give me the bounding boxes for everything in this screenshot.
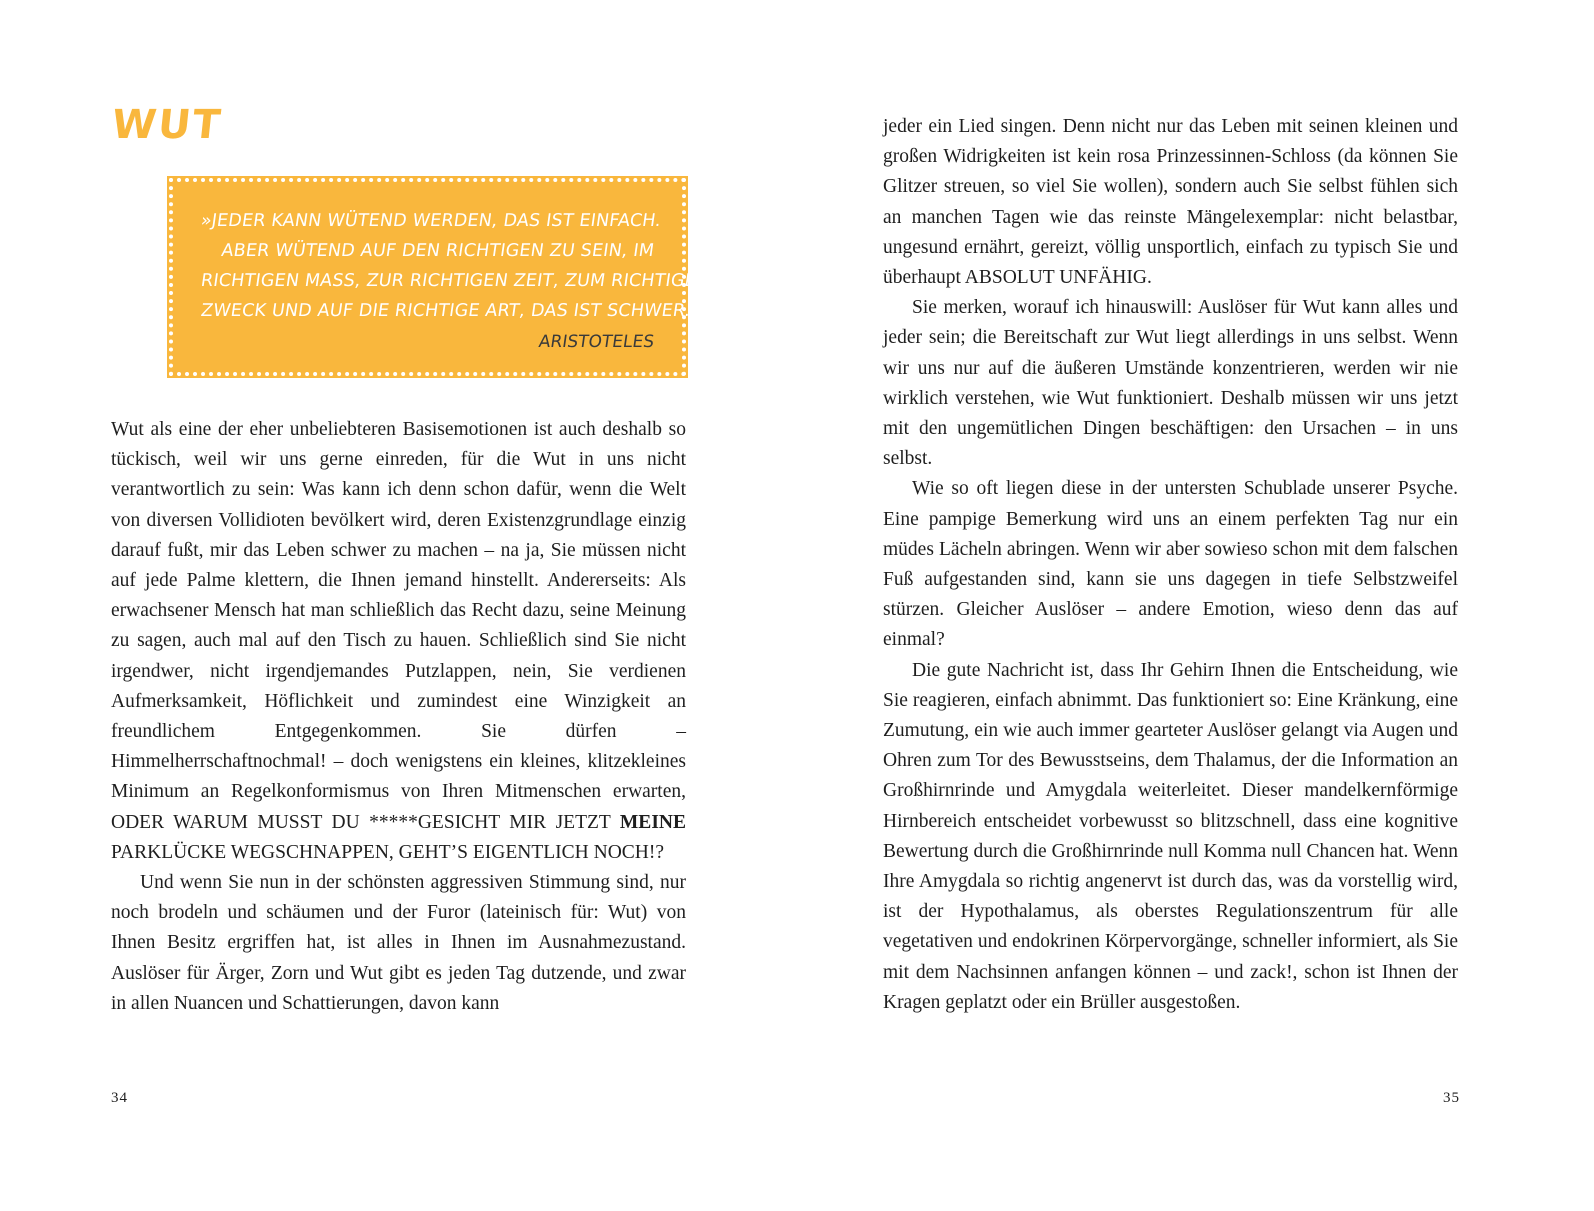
quote-box	[169, 178, 711, 376]
right-body-text	[883, 112, 1458, 1018]
quote-line: RICHTIGEN MASS, ZUR RICHTIGEN ZEIT, ZUM RICHTIGEN	[199, 271, 711, 291]
paragraph: Wie so oft liegen diese in der untersten Schublade unserer Psyche. Eine pampige Bemerkung wird uns an einem perfekten Tag nur ein müdes Lächeln abringen. Wenn wir aber sowieso schon mit dem falschen Fuß aufgestanden sind, kann sie uns dagegen in tiefe Selbstzweifel stürzen. Gleicher Auslöser – andere Emotion, wieso denn das auf einmal?	[883, 478, 1458, 651]
paragraph: Und wenn Sie nun in der schönsten aggressiven Stimmung sind, nur noch brodeln und schäumen und der Furor (lateinisch für: Wut) von Ihnen Besitz ergriffen hat, ist alles in Ihnen im Ausnahmezustand. Auslöser für Ärger, Zorn und Wut gibt es jeden Tag dutzende, und zwar in allen Nuancen und Schattierungen, davon kann	[111, 872, 686, 1014]
left-body-text	[111, 415, 686, 1019]
paragraph	[111, 415, 686, 868]
right-page	[797, 0, 1594, 1211]
paragraph: jeder ein Lied singen. Denn nicht nur das Leben mit seinen kleinen und großen Widrigkeiten ist kein rosa Prinzessinnen-Schloss (da können Sie Glitzer streuen, so viel Sie wollen), sondern auch Sie selbst fühlen sich an manchen Tagen wie das reinste Mängelexemplar: nicht belastbar, ungesund ernährt, gereizt, völlig unsportlich, einfach zu typisch Sie und überhaupt ABSOLUT UNFÄHIG.	[883, 116, 1458, 289]
quote-line: »JEDER KANN WÜTEND WERDEN, DAS IST EINFACH.	[199, 211, 663, 231]
paragraph-text: Wut als eine der eher unbeliebteren Basisemotionen ist auch deshalb so tückisch, weil wir uns gerne einreden, für die Wut in uns nicht verantwortlich zu sein: Was kann ich denn schon dafür, wenn die Welt von diversen Vollidioten bevölkert wird, deren Existenzgrundlage einzig darauf fußt, mir das Leben schwer zu machen – na ja, Sie müssen nicht auf jede Palme klettern, die Ihnen jemand hinstellt. Andererseits: Als erwachsener Mensch hat man schließlich das Recht dazu, seine Meinung zu sagen, auch mal auf den Tisch zu hauen. Schließlich sind Sie nicht irgendwer, nicht irgendjemandes Putzlappen, nein, Sie verdienen Aufmerksamkeit, Höflichkeit und zumindest eine Winzigkeit an freundlichem Entgegenkommen. Sie dürfen – Himmelherrschaftnochmal! – doch wenigstens ein kleines, klitzekleines Minimum an Regelkonformismus von Ihren Mitmenschen erwarten, ODER WARUM MUSST DU *****GESICHT MIR JETZT	[111, 419, 686, 833]
paragraph: Sie merken, worauf ich hinauswill: Auslöser für Wut kann alles und jeder sein; die Bereitschaft zur Wut liegt allerdings in uns selbst. Wenn wir uns nur auf die äußeren Umstände konzentrieren, werden wir nie wirklich verstehen, wie Wut funktioniert. Deshalb müssen wir uns jetzt mit den ungemütlichen Dingen beschäftigen: den Ursachen – in uns selbst.	[883, 297, 1458, 470]
bold-emphasis: MEINE	[619, 811, 686, 833]
chapter-title: WUT	[109, 102, 225, 148]
quote-line: ABER WÜTEND AUF DEN RICHTIGEN ZU SEIN, IM	[220, 241, 656, 261]
page-number: 35	[1443, 1090, 1460, 1106]
page-number: 34	[111, 1090, 128, 1106]
quote-line: ZWECK UND AUF DIE RICHTIGE ART, DAS IST SCHWER.«	[199, 301, 703, 321]
paragraph-text: PARKLÜCKE WEGSCHNAPPEN, GEHT’S EIGENTLICH NOCH!?	[111, 841, 665, 863]
paragraph: Die gute Nachricht ist, dass Ihr Gehirn Ihnen die Entscheidung, wie Sie reagieren, einfach abnimmt. Das funktioniert so: Eine Kränkung, eine Zumutung, ein wie auch immer gearteter Auslöser gelangt via Augen und Ohren zum Tor des Bewusstseins, dem Thalamus, der die Information an Großhirnrinde und Amygdala weiterleitet. Dieser mandelkernförmige Hirnbereich entscheidet vorbewusst so blitzschnell, dass eine kognitive Bewertung durch die Großhirnrinde null Komma null Chancen hat. Wenn Ihre Amygdala so richtig angenervt ist durch das, was da vorstellig wird, ist der Hypothalamus, als oberstes Regulationszentrum für alle vegetativen und endokrinen Körpervorgänge, schneller informiert, als Sie mit dem Nachsinnen anfangen können – und zack!, schon ist Ihnen der Kragen geplatzt oder ein Brüller ausgestoßen.	[883, 659, 1458, 1013]
quote-author: ARISTOTELES	[537, 332, 656, 352]
